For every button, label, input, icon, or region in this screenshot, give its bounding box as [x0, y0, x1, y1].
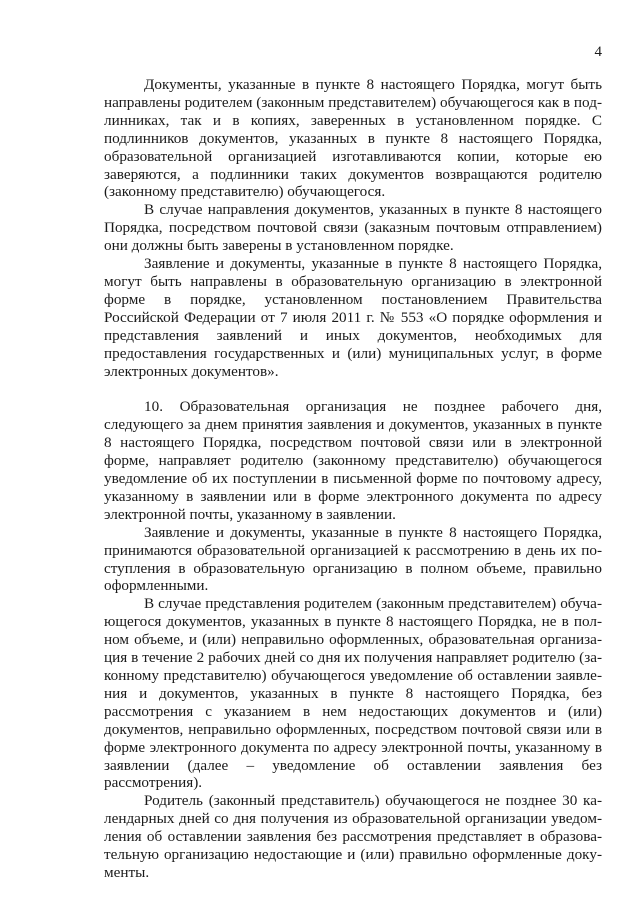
paragraph-electronic-submission: Заявление и документы, указанные в пункте 8 настоящего Порядка, могут быть направлены в образовательную организацию в электронной форме в порядке, установленном постановлением Правительства Российской Федерации от 7 июля 2011 г. № 553 «О порядке оформления и представления заявлений и иных документов, необходимых для предоставления государственных и (или) муниципальных услуг, в форме электронных документов».: [104, 255, 602, 380]
paragraph-documents-submission: Документы, указанные в пункте 8 настоящего Порядка, могут быть направлены родителем (законным представителем) обучающегося как в подлинниках, так и в копиях, заверенных в установленном порядке. С подлинников документов, указанных в пункте 8 настоящего Порядка, образовательной организацией изготавливаются копии, которые ею заверяются, а подлинники таких документов возвращаются родителю (законному представителю) обучающегося.: [104, 76, 602, 201]
page-number: 4: [594, 44, 602, 60]
paragraph-clause-10: 10. Образовательная организация не позднее рабочего дня, следующего за днем принятия заявления и документов, указанных в пункте 8 настоящего Порядка, посредством почтовой связи или в электронной форме, направляет родителю (законному представителю) обучающегося уведомление об их поступлении в письменной форме по почтовому адресу, указанному в заявлении или в форме электронного документа по адресу электронной почты, указанному в заявлении.: [104, 398, 602, 523]
document-body: [104, 76, 602, 882]
paragraph-incomplete-documents: В случае представления родителем (законным представителем) обучающегося документов, указанных в пункте 8 настоящего Порядка, не в полном объеме, и (или) неправильно оформленных, образовательная организация в течение 2 рабочих дней со дня их получения направляет родителю (законному представителю) обучающегося уведомление об оставлении заявления и документов, указанных в пункте 8 настоящего Порядка, без рассмотрения с указанием в нем недостающих документов и (или) документов, неправильно оформленных, посредством почтовой связи или в форме электронного документа по адресу электронной почты, указанному в заявлении (далее – уведомление об оставлении заявления без рассмотрения).: [104, 595, 602, 792]
paragraph-acceptance: Заявление и документы, указанные в пункте 8 настоящего Порядка, принимаются образовательной организацией к рассмотрению в день их поступления в образовательную организацию в полном объеме, правильно оформленными.: [104, 523, 602, 595]
paragraph-resubmission: Родитель (законный представитель) обучающегося не позднее 30 календарных дней со дня получения из образовательной организации уведомления об оставлении заявления без рассмотрения представляет в образовательную организацию недостающие и (или) правильно оформленные документы.: [104, 792, 602, 881]
paragraph-postal-certification: В случае направления документов, указанных в пункте 8 настоящего Порядка, посредством почтовой связи (заказным почтовым отправлением) они должны быть заверены в установленном порядке.: [104, 201, 602, 255]
